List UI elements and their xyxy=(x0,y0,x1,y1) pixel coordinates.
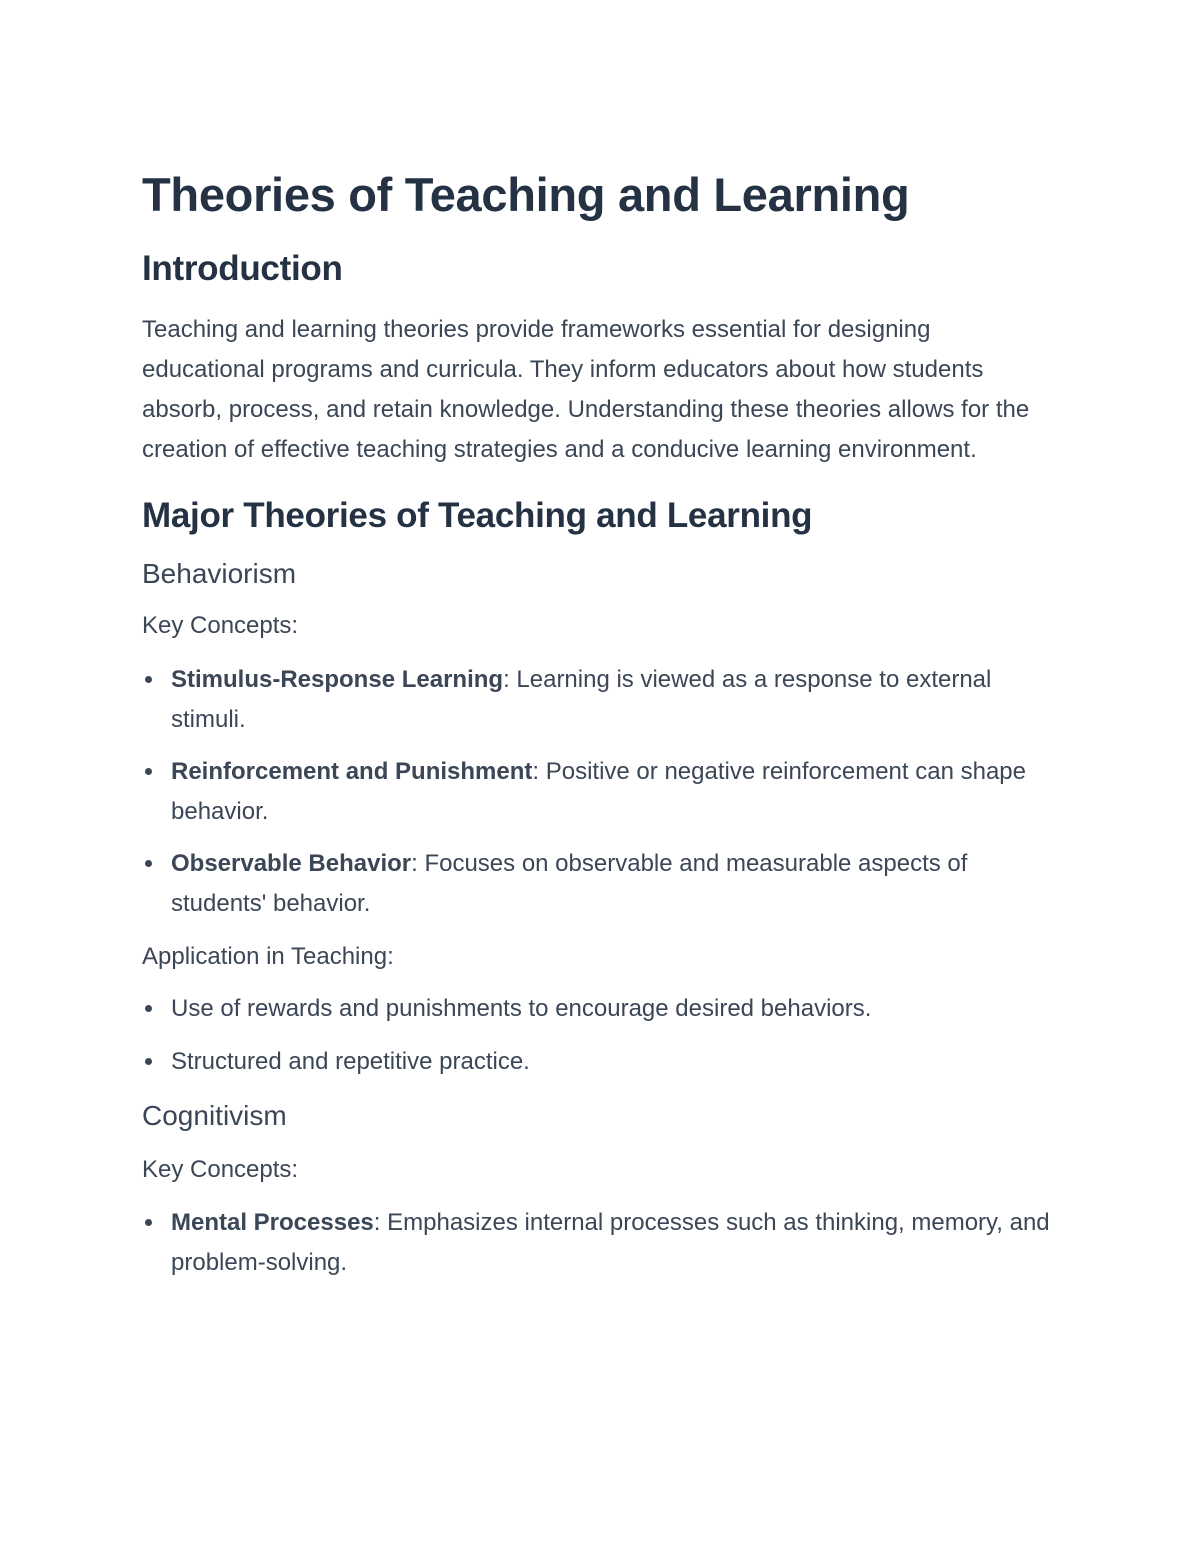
behaviorism-application-label: Application in Teaching: xyxy=(142,943,394,970)
concept-term: Mental Processes xyxy=(171,1209,374,1236)
bullet-icon xyxy=(145,1005,152,1012)
list-item xyxy=(142,844,1052,924)
cognitivism-key-concepts-label: Key Concepts: xyxy=(142,1156,299,1183)
concept-term: Observable Behavior xyxy=(171,850,412,877)
application-text: Structured and repetitive practice. xyxy=(171,1048,530,1075)
concept-description: : Positive or negative reinforcement can shape behavior. xyxy=(171,758,1026,825)
list-item xyxy=(142,1042,1052,1082)
introduction-heading: Introduction xyxy=(142,249,343,288)
concept-description: : Emphasizes internal processes such as thinking, memory, and problem-solving. xyxy=(171,1209,1050,1276)
document-title: Theories of Teaching and Learning xyxy=(142,168,910,221)
major-theories-heading: Major Theories of Teaching and Learning xyxy=(142,496,813,535)
behaviorism-key-concepts-list xyxy=(142,660,1052,924)
bullet-icon xyxy=(145,768,152,775)
bullet-icon xyxy=(145,1219,152,1226)
concept-term: Stimulus-Response Learning xyxy=(171,666,504,693)
concept-term: Reinforcement and Punishment xyxy=(171,758,533,785)
behaviorism-key-concepts-label: Key Concepts: xyxy=(142,612,299,639)
application-text: Use of rewards and punishments to encourage desired behaviors. xyxy=(171,995,872,1022)
bullet-icon xyxy=(145,860,152,867)
list-item xyxy=(142,1203,1052,1283)
list-item xyxy=(142,752,1052,832)
concept-description: : Focuses on observable and measurable aspects of students' behavior. xyxy=(171,850,968,917)
behaviorism-application-list xyxy=(142,989,1052,1082)
list-item xyxy=(142,989,1052,1029)
document-page xyxy=(142,165,1052,1283)
cognitivism-heading: Cognitivism xyxy=(142,1100,287,1131)
bullet-icon xyxy=(145,676,152,683)
behaviorism-heading: Behaviorism xyxy=(142,558,297,589)
cognitivism-key-concepts-list xyxy=(142,1203,1052,1283)
concept-description: : Learning is viewed as a response to external stimuli. xyxy=(171,666,992,733)
list-item xyxy=(142,660,1052,740)
bullet-icon xyxy=(145,1058,152,1065)
introduction-paragraph: Teaching and learning theories provide frameworks essential for designing educational programs and curricula. They inform educators about how students absorb, process, and retain knowledge. Understanding these theories allows for the creation of effective teaching strategies and a conducive learning environment. xyxy=(142,316,1030,463)
